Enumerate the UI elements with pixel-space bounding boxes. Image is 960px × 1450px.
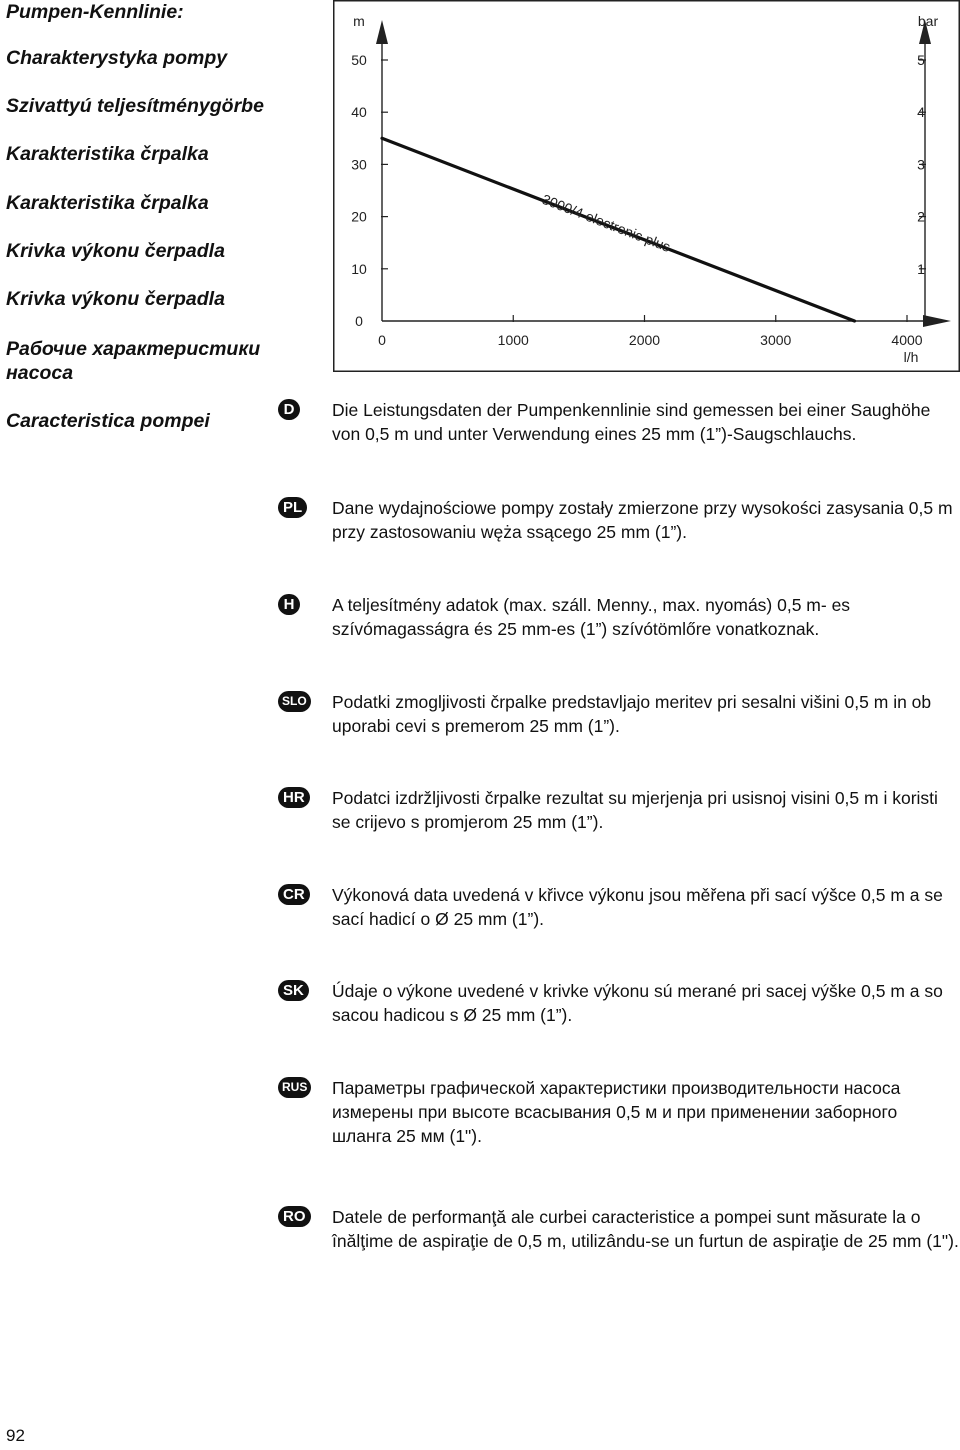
title-pl-main: Charakterystyka pompy: [6, 47, 228, 69]
y-tick-label: 50: [351, 52, 367, 68]
title-rus: Рабочие характеристики насоса: [6, 338, 261, 384]
title-sk: Krivka výkonu čerpadla: [6, 288, 225, 310]
lang-badge-hr: HR: [278, 787, 310, 808]
y2-tick-label: 4: [917, 104, 925, 121]
chart-axes: [376, 20, 951, 327]
pump-curve-svg: [333, 0, 960, 372]
chart-ticks: [351, 52, 926, 348]
section-text-rus: Параметры графической характеристики производительности насоса измерены при высоте всасывания 0,5 м и при применении заборного шланга 25 мм (1").: [332, 1078, 901, 1146]
x-tick-label: 4000: [891, 332, 923, 348]
x-tick-label: 1000: [497, 332, 529, 348]
y-axis-label: m: [353, 13, 365, 29]
y2-tick-label: 1: [917, 260, 925, 277]
lang-badge-sk: SK: [278, 980, 309, 1001]
x-axis-arrow: [923, 315, 951, 327]
chart-series: [382, 138, 855, 321]
section-text-sk: Údaje o výkone uvedené v krivke výkonu sú merané pri sacej výške 0,5 m a so sacou hadicou s Ø 25 mm (1”).: [332, 981, 943, 1025]
section-text-de: Die Leistungsdaten der Pumpenkennlinie sind gemessen bei einer Saughöhe von 0,5 m und unter Verwendung eines 25 mm (1”)-Saugschlauchs.: [332, 400, 931, 444]
lang-badge-de: D: [278, 399, 300, 420]
title-ro: Caracteristica pompei: [6, 410, 210, 432]
lang-badge-ro: RO: [278, 1206, 311, 1227]
y2-tick-label: 2: [917, 208, 925, 225]
section-text-pl: Dane wydajnościowe pompy zostały zmierzone przy wysokości zasysania 0,5 m przy zastosowaniu węża ssącego 25 mm (1”).: [332, 498, 953, 542]
lang-badge-cz: CR: [278, 884, 310, 905]
x-tick-label: 0: [378, 332, 386, 348]
pump-curve-chart: [333, 0, 960, 372]
section-text-hr: Podatci izdržljivosti črpalke rezultat su mjerjenja pri usisnoj visini 0,5 m i koristi se crijevo s promjerom 25 mm (1”).: [332, 788, 938, 832]
y2-tick-label: 3: [917, 156, 925, 173]
y-axis-arrow: [376, 20, 388, 44]
x-tick-label: 3000: [760, 332, 792, 348]
title-hr: Karakteristika črpalka: [6, 192, 209, 214]
lang-badge-rus: RUS: [278, 1077, 311, 1098]
series-label: 3000/4 electronic plus: [539, 190, 673, 255]
y-tick-label: 10: [351, 260, 367, 277]
section-text-slo: Podatki zmogljivosti črpalke predstavljajo meritev pri sesalni višini 0,5 m in ob uporabi cevi s premerom 25 mm (1”).: [332, 692, 932, 736]
y2-tick-label: 5: [917, 52, 925, 68]
title-hu: Szivattyú teljesítménygörbe: [6, 95, 264, 117]
section-text-cz: Výkonová data uvedená v křivce výkonu jsou měřena při sací výšce 0,5 m a se sací hadicí o Ø 25 mm (1”).: [332, 885, 943, 929]
y-tick-label: 20: [351, 208, 367, 225]
page-number: 92: [6, 1426, 25, 1445]
title-cz: Krivka výkonu čerpadla: [6, 240, 225, 262]
x-tick-label: 2000: [628, 332, 661, 348]
y-tick-label: 0: [355, 313, 363, 329]
title-slo: Karakteristika črpalka: [6, 143, 209, 165]
title-de-main: Pumpen-Kennlinie:: [6, 1, 184, 23]
lang-badge-pl: PL: [278, 497, 307, 518]
lang-badge-hu: H: [278, 594, 300, 615]
section-text-hu: A teljesítmény adatok (max. száll. Menny., max. nyomás) 0,5 m- es szívómagasságra és 25 mm-es (1”) szívótömlőre vonatkoznak.: [332, 595, 851, 639]
y2-axis-label: bar: [917, 13, 939, 29]
y-tick-label: 30: [351, 156, 367, 173]
y-tick-label: 40: [351, 104, 367, 121]
section-text-ro: Datele de performanţă ale curbei caracteristice a pompei sunt măsurate la o înălţime de aspiraţie de 0,5 m, utilizându-se un furtun de aspiraţie de 25 mm (1").: [332, 1207, 959, 1251]
x-axis-label: l/h: [903, 349, 919, 365]
lang-badge-slo: SLO: [278, 691, 311, 712]
chart-labels: [353, 13, 938, 365]
chart-frame: [334, 1, 960, 372]
